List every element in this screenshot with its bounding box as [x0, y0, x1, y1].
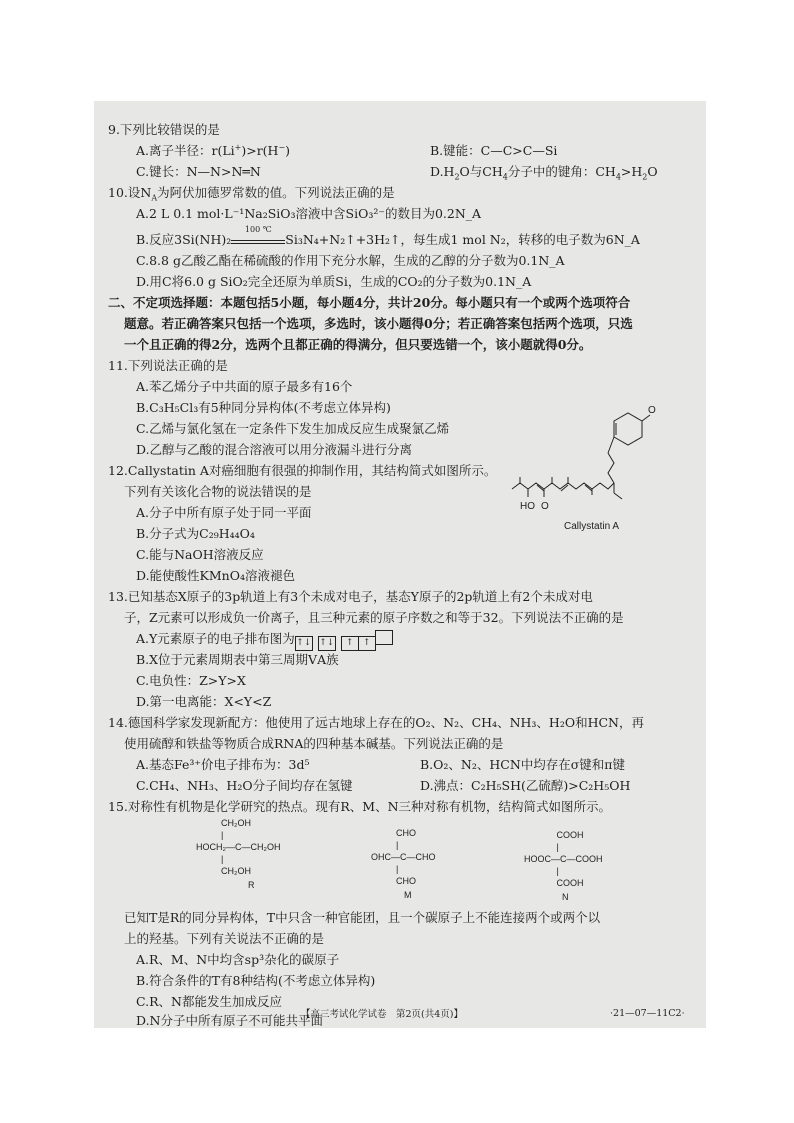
- q13-stem-line2: 子，Z元素可以形成负一价离子，且三种元素的原子序数之和等于32。下列说法不正确的是: [124, 610, 624, 625]
- q12-option-b: B.分子式为C₂₉H₄₄O₄: [136, 526, 255, 541]
- structure-m: CHO | OHC—C—CHO | CHO: [371, 828, 436, 886]
- q12-option-c: C.能与NaOH溶液反应: [136, 547, 264, 562]
- orbital-box-2p-3: [375, 630, 393, 645]
- q12-option-a: A.分子中所有原子处于同一平面: [136, 505, 312, 520]
- section2-line2: 题意。若正确答案只包括一个选项，多选时，该小题得0分；若正确答案包括两个选项，只选: [124, 316, 633, 331]
- q13-option-a: A.Y元素原子的电子排布图为↑↓ ↑↓ ↑ ↑: [136, 630, 392, 651]
- q11-option-a: A.苯乙烯分子中共面的原子最多有16个: [136, 379, 353, 394]
- q15-option-d: D.N分子中所有原子不可能共平面: [136, 1013, 323, 1028]
- q15-stem: 15.对称性有机物是化学研究的热点。现有R、M、N三种对称有机物，结构简式如图所示。: [108, 799, 612, 814]
- q10-option-d: D.用C将6.0 g SiO₂完全还原为单质Si，生成的CO₂的分子数为0.1N_A: [136, 274, 532, 289]
- q14-stem-line2: 使用硫醇和铁盐等物质合成RNA的四种基本碱基。下列说法正确的是: [124, 736, 504, 751]
- callystatin-structure-diagram: [504, 401, 694, 541]
- q15-text-line2: 上的羟基。下列有关说法不正确的是: [124, 931, 325, 946]
- q11-option-b: B.C₃H₅Cl₃有5种同分异构体(不考虑立体异构): [136, 400, 391, 415]
- q10-option-b: B.反应3Si(NH)₂ 100 ℃ Si₃N₄+N₂↑+3H₂↑，每生成1 mol N₂，转移的电子数为6N_A: [136, 231, 640, 248]
- fig-carbonyl-o: O: [648, 405, 656, 416]
- reaction-condition: 100 ℃: [244, 225, 272, 234]
- q14-option-c: C.CH₄、NH₃、H₂O分子间均存在氢键: [136, 778, 353, 793]
- q15-option-c: C.R、N都能发生加成反应: [136, 994, 282, 1009]
- q11-stem: 11.下列说法正确的是: [108, 358, 228, 373]
- section2-line3: 一个且正确的得2分，选两个且都正确的得满分，但只要选错一个，该小题就得0分。: [124, 337, 592, 352]
- q10-stem: 10.设$N_A$为阿伏加德罗常数的值。下列说法正确的是: [108, 185, 395, 203]
- q10-option-a: A.2 L 0.1 mol·L⁻¹Na₂SiO₃溶液中含SiO₃²⁻的数目为0.2N_A: [136, 206, 482, 221]
- fig-caption: Callystatin A: [564, 521, 620, 532]
- orbital-box-2p-2: ↑: [358, 636, 376, 651]
- q13-option-d: D.第一电离能：X<Y<Z: [136, 694, 272, 709]
- fig-o-label: O: [541, 501, 549, 512]
- q12-stem-line2: 下列有关该化合物的说法错误的是: [124, 484, 312, 499]
- q13-option-b: B.X位于元素周期表中第三周期ⅤA族: [136, 652, 339, 667]
- q14-option-a: A.基态Fe³⁺价电子排布为：3d⁵: [136, 757, 310, 772]
- q12-option-d: D.能使酸性KMnO₄溶液褪色: [136, 568, 295, 583]
- structure-r: CH₂OH | HOCH₂—C—CH₂OH | CH₂OH: [196, 818, 281, 876]
- section2-line1: 二、不定项选择题：本题包括5小题，每小题4分，共计20分。每小题只有一个或两个选项符合: [108, 295, 631, 310]
- q15-option-a: A.R、M、N中均含sp³杂化的碳原子: [136, 952, 340, 967]
- structure-n: COOH | HOOC—C—COOH | COOH: [524, 830, 603, 888]
- structure-n-label: N: [562, 892, 569, 902]
- q15-text-line1: 已知T是R的同分异构体，T中只含一种官能团，且一个碳原子上不能连接两个或两个以: [124, 910, 601, 925]
- q9-option-d: $D.H_2O$与$CH_4$分子中的键角：$CH_4>H_2O$: [430, 164, 658, 182]
- footer-code: ·21—07—11C2·: [610, 1008, 685, 1019]
- q15-option-b: B.符合条件的T有8种结构(不考虑立体异构): [136, 973, 376, 988]
- q14-stem-line1: 14.德国科学家发现新配方：他使用了远古地球上存在的O₂、N₂、CH₄、NH₃、H₂O和HCN，再: [108, 715, 644, 730]
- q11-option-c: C.乙烯与氯化氢在一定条件下发生加成反应生成聚氯乙烯: [136, 421, 450, 436]
- orbital-box-1s: ↑↓: [295, 636, 313, 651]
- structure-m-label: M: [404, 890, 412, 900]
- q13-stem-line1: 13.已知基态X原子的3p轨道上有3个未成对电子，基态Y原子的2p轨道上有2个未成对电: [108, 589, 593, 604]
- q9-option-a: A.离子半径：r(Li+)>r(H−): [136, 142, 291, 158]
- q12-stem-line1: 12.Callystatin A对癌细胞有很强的抑制作用，其结构简式如图所示。: [108, 463, 497, 478]
- q9-option-b: B.键能：C—C>C—Si: [430, 143, 558, 158]
- footer-page-info: 【高三考试化学试卷 第2页(共4页)】: [301, 1009, 464, 1020]
- orbital-box-2s: ↑↓: [318, 636, 336, 651]
- q10-option-c: C.8.8 g乙酸乙酯在稀硫酸的作用下充分水解，生成的乙醇的分子数为0.1N_A: [136, 253, 565, 268]
- fig-ho-label: HO: [520, 501, 535, 512]
- orbital-box-2p-1: ↑: [341, 636, 359, 651]
- exam-page: [94, 101, 706, 1028]
- q14-option-b: B.O₂、N₂、HCN中均存在σ键和π键: [420, 757, 626, 772]
- q14-option-d: D.沸点：C₂H₅SH(乙硫醇)>C₂H₅OH: [420, 778, 631, 793]
- q11-option-d: D.乙醇与乙酸的混合溶液可以用分液漏斗进行分离: [136, 442, 413, 457]
- q13-option-c: C.电负性：Z>Y>X: [136, 673, 246, 688]
- q9-stem: 9.下列比较错误的是: [108, 122, 220, 137]
- structure-r-label: R: [248, 880, 255, 890]
- q9-option-c: C.键长：N—N>N═N: [136, 164, 261, 179]
